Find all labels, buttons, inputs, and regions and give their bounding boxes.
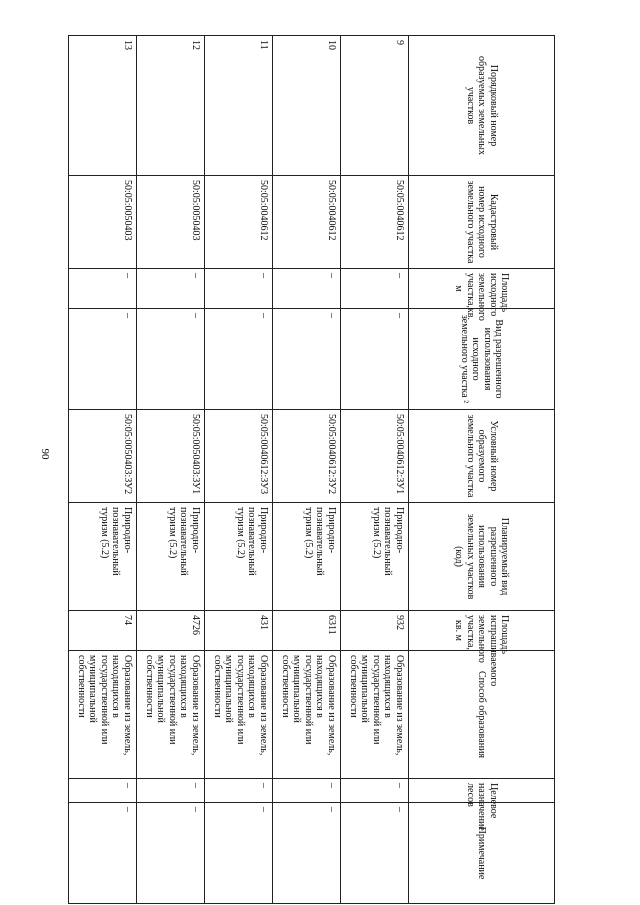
cell-forest-purpose: –	[273, 779, 341, 803]
cell-requested-area: 932	[341, 611, 409, 651]
land-plots-table	[68, 35, 555, 904]
rotated-table-container	[69, 35, 555, 903]
cell-ordinal: 10	[273, 36, 341, 176]
cell-source-use: –	[137, 309, 205, 410]
col-header-note: Примечание	[409, 803, 555, 904]
table-row	[273, 36, 341, 904]
table-row	[341, 36, 409, 904]
cell-source-area: –	[341, 269, 409, 309]
col-header-method: Способ образования	[409, 651, 555, 779]
cell-ordinal: 12	[137, 36, 205, 176]
cell-requested-area: 6311	[273, 611, 341, 651]
cell-method: Образование из земель, находящихся в государственной или муниципальной собственности	[69, 651, 137, 779]
cell-note: –	[69, 803, 137, 904]
cell-planned-use: Природно-познавательный туризм (5.2)	[69, 503, 137, 611]
table-row	[205, 36, 273, 904]
cell-method: Образование из земель, находящихся в государственной или муниципальной собственности	[205, 651, 273, 779]
cell-conditional-number: 50:05:0050403:ЗУ2	[69, 410, 137, 503]
col-header-requested-area: Площадь испрашиваемого земельного участка, кв. м	[409, 611, 555, 651]
cell-source-area: –	[205, 269, 273, 309]
col-header-source-use: Вид разрешенного использования исходного земельного участка ²	[409, 309, 555, 410]
cell-conditional-number: 50:05:0040612:ЗУ2	[273, 410, 341, 503]
cell-requested-area: 74	[69, 611, 137, 651]
cell-forest-purpose: –	[341, 779, 409, 803]
cell-cadastral: 50:05:0050403	[69, 176, 137, 269]
cell-planned-use: Природно-познавательный туризм (5.2)	[273, 503, 341, 611]
col-header-cadastral: Кадастровый номер исходного земельного участка	[409, 176, 555, 269]
table-row	[137, 36, 205, 904]
header-row	[409, 36, 555, 904]
cell-requested-area: 4726	[137, 611, 205, 651]
page-number: 90	[39, 448, 51, 460]
cell-forest-purpose: –	[205, 779, 273, 803]
cell-planned-use: Природно-познавательный туризм (5.2)	[205, 503, 273, 611]
cell-cadastral: 50:05:0040612	[205, 176, 273, 269]
cell-planned-use: Природно-познавательный туризм (5.2)	[341, 503, 409, 611]
col-header-conditional-number: Условный номер образуемого земельного участка	[409, 410, 555, 503]
cell-ordinal: 9	[341, 36, 409, 176]
cell-ordinal: 11	[205, 36, 273, 176]
cell-note: –	[205, 803, 273, 904]
cell-source-area: –	[273, 269, 341, 309]
cell-note: –	[137, 803, 205, 904]
cell-source-use: –	[205, 309, 273, 410]
cell-cadastral: 50:05:0040612	[341, 176, 409, 269]
cell-requested-area: 431	[205, 611, 273, 651]
cell-forest-purpose: –	[137, 779, 205, 803]
cell-source-area: –	[137, 269, 205, 309]
cell-conditional-number: 50:05:0040612:ЗУ3	[205, 410, 273, 503]
col-header-ordinal: Порядковый номер образуемых земельных участков	[409, 36, 555, 176]
cell-ordinal: 13	[69, 36, 137, 176]
cell-source-use: –	[69, 309, 137, 410]
cell-source-use: –	[341, 309, 409, 410]
cell-cadastral: 50:05:0050403	[137, 176, 205, 269]
cell-method: Образование из земель, находящихся в государственной или муниципальной собственности	[137, 651, 205, 779]
cell-source-use: –	[273, 309, 341, 410]
cell-conditional-number: 50:05:0050403:ЗУ1	[137, 410, 205, 503]
col-header-source-area: Площадь исходного земельного участка,кв. м	[409, 269, 555, 309]
col-header-planned-use: Планируемый вид разрешенного использования земельных участков (код)	[409, 503, 555, 611]
cell-conditional-number: 50:05:0040612:ЗУ1	[341, 410, 409, 503]
cell-forest-purpose: –	[69, 779, 137, 803]
cell-source-area: –	[69, 269, 137, 309]
cell-note: –	[341, 803, 409, 904]
col-header-forest-purpose: Целевое назначение лесов	[409, 779, 555, 803]
cell-cadastral: 50:05:0040612	[273, 176, 341, 269]
cell-note: –	[273, 803, 341, 904]
cell-method: Образование из земель, находящихся в государственной или муниципальной собственности	[273, 651, 341, 779]
cell-method: Образование из земель, находящихся в государственной или муниципальной собственности	[341, 651, 409, 779]
cell-planned-use: Природно-познавательный туризм (5.2)	[137, 503, 205, 611]
table-row	[69, 36, 137, 904]
